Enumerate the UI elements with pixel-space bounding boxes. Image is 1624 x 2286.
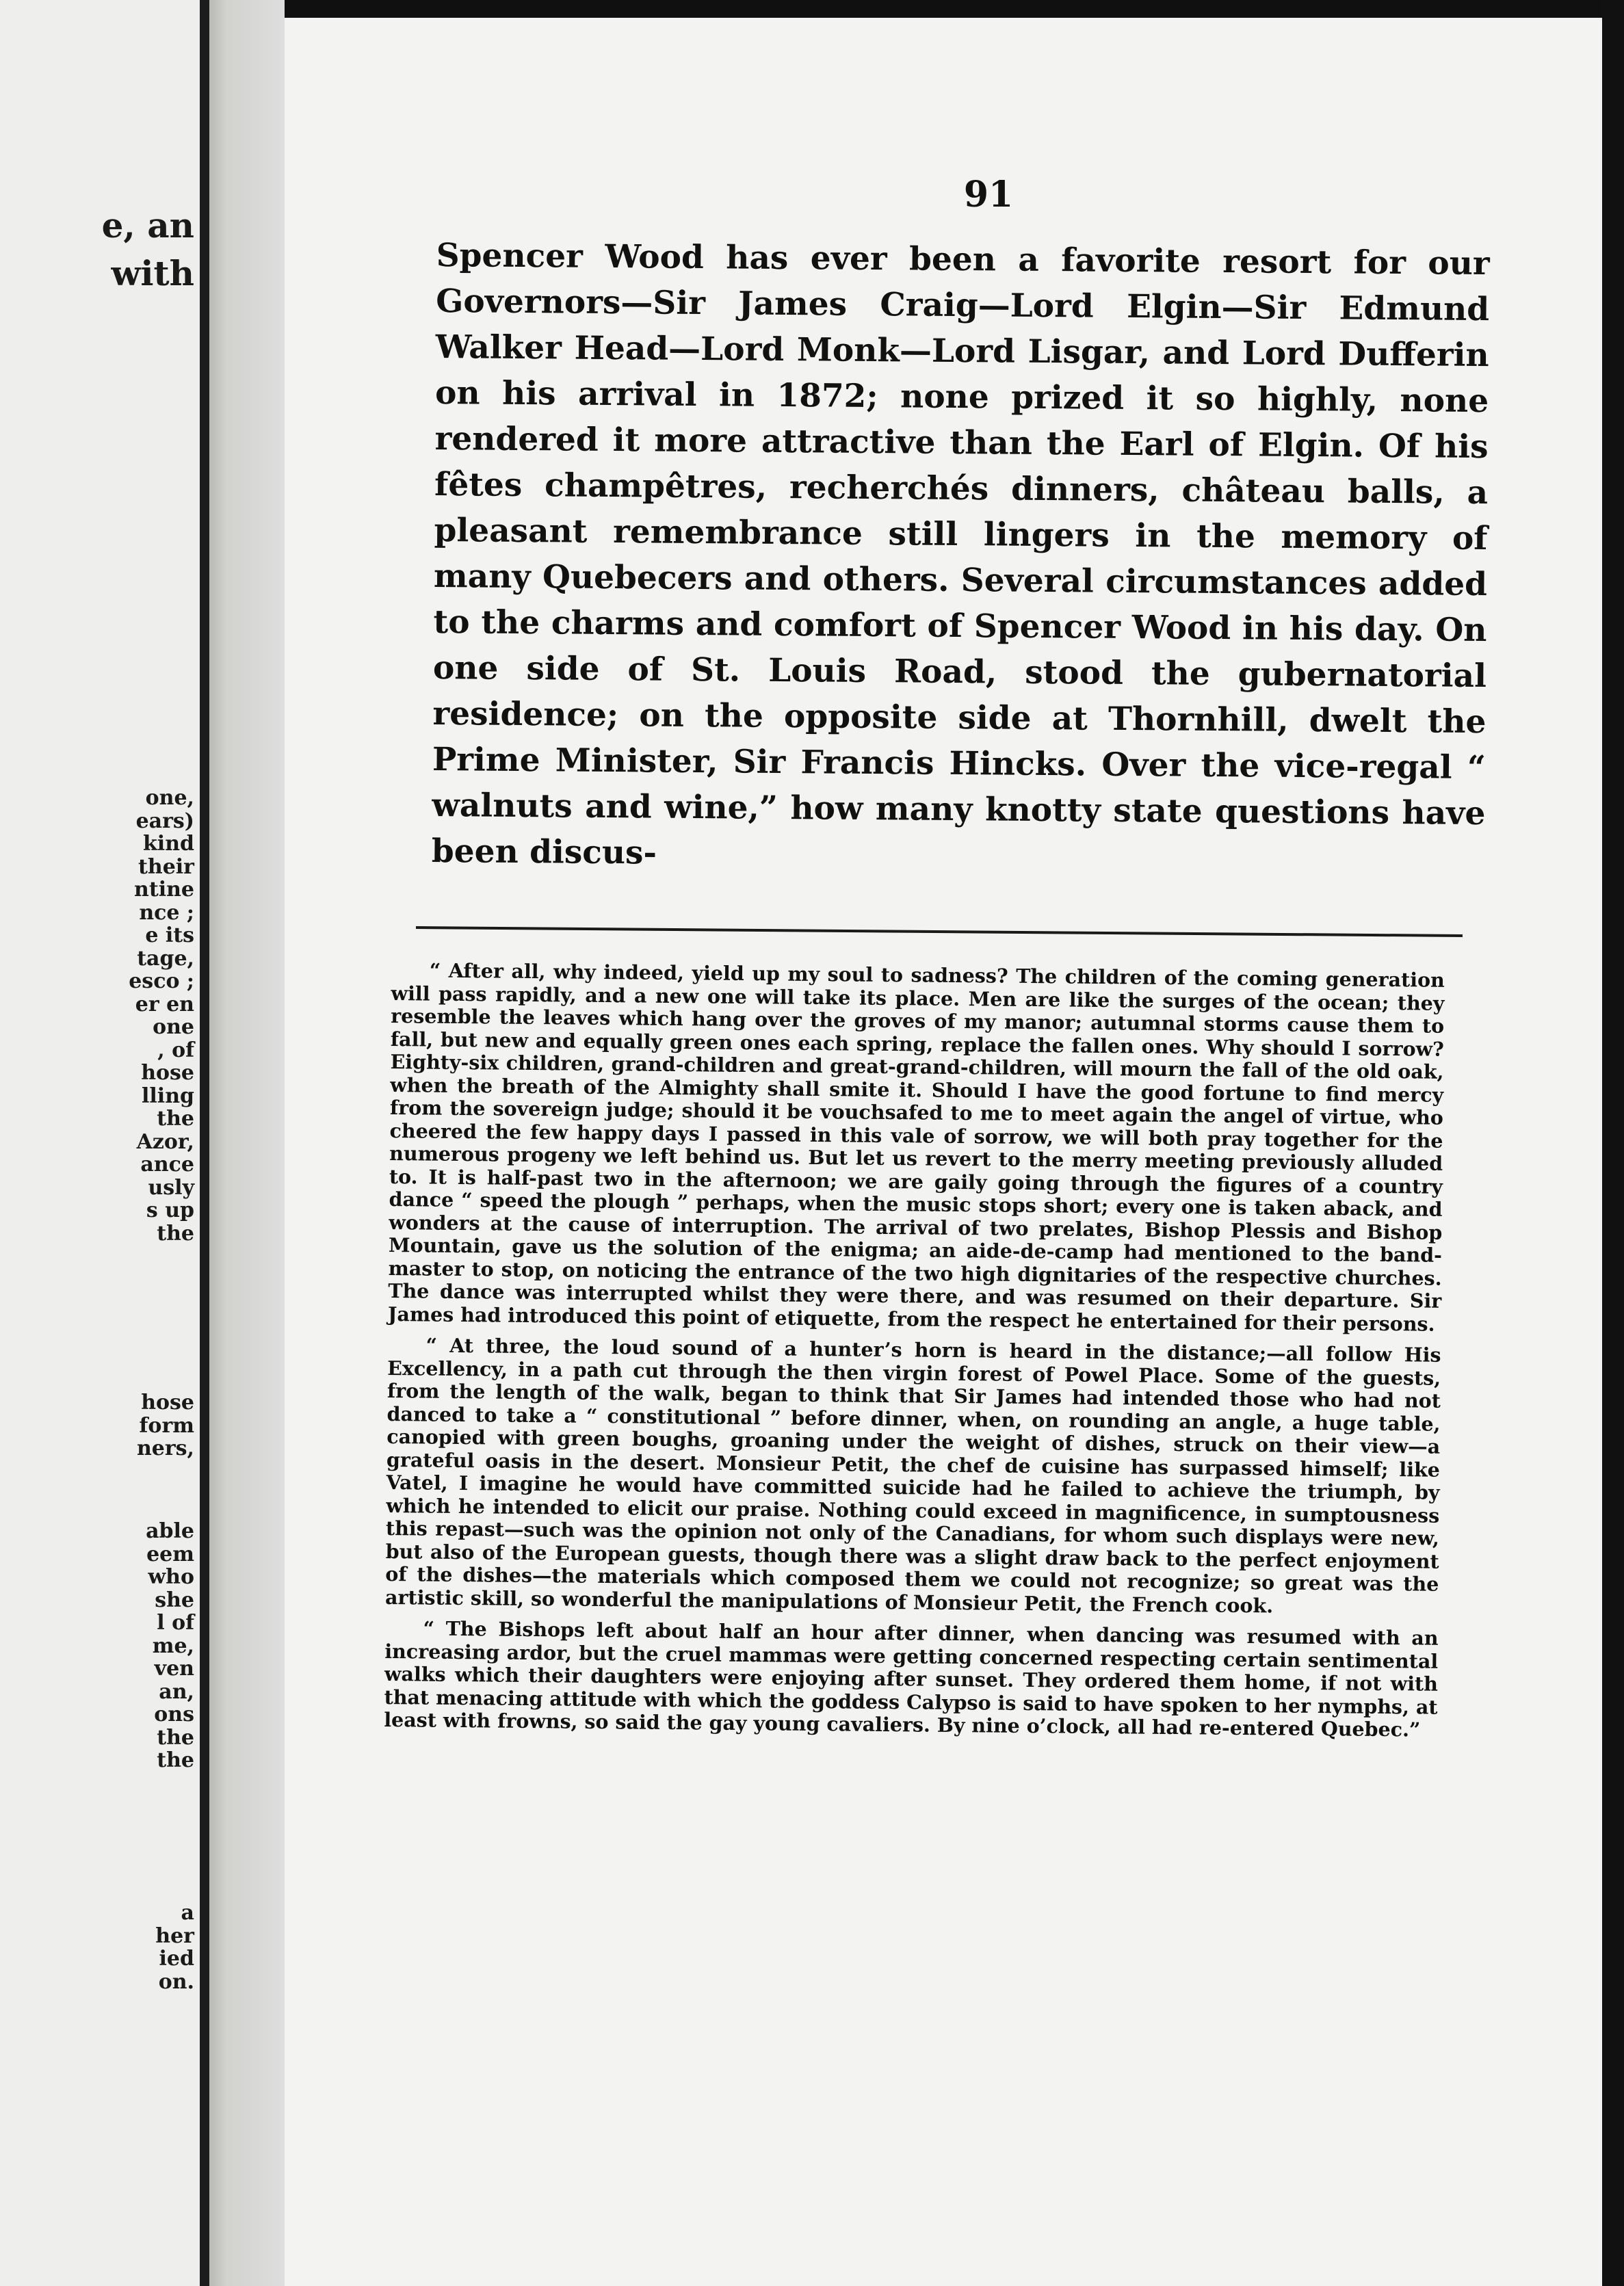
- left-fragment-line: able: [146, 1519, 194, 1543]
- left-fragment-line: the: [157, 1725, 194, 1750]
- left-fragment-line: Azor,: [136, 1129, 194, 1154]
- left-fragment-line: nce ;: [139, 900, 194, 925]
- footnote-paragraph: “ At three, the loud sound of a hunter’s horn is heard in the distance;—all follow His Excellency, in a path cut through the then virgin forest of Powel Place. Some of the guests, from the length of the walk, began to think that Sir James had intended those who had not danced to take a “ constitutional ” before dinner, when, on rounding an angle, a huge table, canopied with green boughs, groaning under the weight of dishes, struck on their view—a grateful oasis in the desert. Monsieur Petit, the chef de cuisine has surpassed himself; like Vatel, I imagine he would have committed suicide had he failed to achieve the triumph, by which he intended to elicit our praise. Nothing could exceed in magnificence, in sumptousness this repast—such was the opinion not only of the Canadians, for whom such displays were new, but also of the European guests, though there was a slight draw back to the perfect enjoyment of the dishes—the materials which composed them we could not recognize; so great was the artistic skill, so wonderful the manipulations of Monsieur Petit, the French cook.: [384, 1333, 1441, 1617]
- left-fragment-line: er en: [135, 992, 194, 1016]
- left-fragment-line: e, an: [101, 205, 194, 246]
- left-fragment-line: hose: [141, 1391, 194, 1415]
- left-fragment-line: a: [181, 1901, 194, 1925]
- left-fragment-line: e its: [145, 923, 194, 947]
- left-fragment-line: on.: [158, 1969, 194, 1994]
- book-gutter: [200, 0, 285, 2286]
- left-fragment-line: me,: [152, 1633, 194, 1658]
- left-fragment-line: one: [153, 1015, 194, 1039]
- left-fragment-line: ons: [154, 1703, 194, 1726]
- left-fragment-line: tage,: [137, 946, 194, 971]
- left-fragment-line: with: [111, 253, 194, 293]
- left-fragment-line: s up: [146, 1198, 194, 1222]
- left-fragment-line: usly: [148, 1175, 194, 1200]
- left-fragment-line: form: [139, 1413, 194, 1438]
- left-fragment-line: an,: [159, 1679, 194, 1704]
- left-fragment-line: their: [138, 854, 194, 879]
- left-fragment-line: l of: [157, 1611, 194, 1635]
- left-fragment-line: ntine: [134, 878, 194, 902]
- page-number: 91: [963, 174, 1014, 215]
- left-fragment-line: ven: [154, 1657, 194, 1681]
- left-fragment-line: ance: [140, 1153, 194, 1177]
- left-fragment-line: hose: [141, 1061, 194, 1085]
- left-fragment-line: kind: [143, 832, 194, 856]
- left-fragment-line: the: [157, 1221, 194, 1246]
- footnotes: [384, 959, 1445, 1742]
- left-fragment-line: one,: [145, 786, 194, 810]
- left-fragment-line: who: [148, 1565, 194, 1589]
- left-fragment-line: the: [157, 1107, 194, 1131]
- left-fragment-line: , of: [157, 1038, 194, 1062]
- left-fragment-line: the: [157, 1748, 194, 1772]
- facing-page-fragment: [0, 0, 200, 2286]
- left-fragment-line: ied: [159, 1947, 194, 1971]
- left-fragment-line: ears): [135, 809, 194, 833]
- left-fragment-line: ners,: [136, 1436, 194, 1460]
- footnote-paragraph: “ The Bishops left about half an hour after dinner, when dancing was resumed with an increasing ardor, but the cruel mammas were getting concerned respecting certain sentimental walks which their daughters were enjoying after sunset. They ordered them home, if not with that menacing attitude with which the goddess Calypso is said to have spoken to her nymphs, at least with frowns, so said the gay young cavaliers. By nine o’clock, all had re-entered Quebec.”: [384, 1616, 1439, 1742]
- left-fragment-line: her: [155, 1923, 194, 1948]
- left-fragment-line: eem: [146, 1542, 194, 1566]
- left-fragment-line: esco ;: [129, 969, 194, 993]
- left-fragment-line: lling: [142, 1083, 194, 1108]
- body-paragraph: Spencer Wood has ever been a favorite resort for our Governors—Sir James Craig—Lord Elgin—Sir Edmund Walker Head—Lord Monk—Lord Lisgar, and Lord Dufferin on his arrival in 1872; none prized it so highly, none rendered it more attractive than the Earl of Elgin. Of his fêtes champêtres, recherchés dinners, château balls, a pleasant remembrance still lingers in the memory of many Quebecers and others. Several circumstances added to the charms and comfort of Spencer Wood in his day. On one side of St. Louis Road, stood the gubernatorial residence; on the opposite side at Thornhill, dwelt the Prime Minister, Sir Francis Hincks. Over the vice-regal “ walnuts and wine,” how many knotty state questions have been discus-: [431, 236, 1490, 872]
- footnote-paragraph: “ After all, why indeed, yield up my soul to sadness? The children of the coming generation will pass rapidly, and a new one will take its place. Men are like the surges of the ocean; they resemble the leaves which hang over the groves of my manor; autumnal storms cause them to fall, but new and equally green ones each spring, replace the fallen ones. Why should I sorrow? Eighty-six children, grand-children and great-grand-children, will mourn the fall of the old oak, when the breath of the Almighty shall smite it. Should I have the good fortune to find mercy from the sovereign judge; should it be vouchsafed to me to meet again the angel of virtue, who cheered the few happy days I passed in this vale of sorrow, we will both pray together for the numerous progeny we left behind us. But let us revert to the merry meeting previously alluded to. It is half-past two in the afternoon; we are gaily going through the figures of a country dance “ speed the plough ” perhaps, when the music stops short; every one is taken aback, and wonders at the cause of interruption. The arrival of two prelates, Bishop Plessis and Bishop Mountain, gave us the solution of the enigma; an aide-de-camp had mentioned to the band-master to stop, on noticing the entrance of the two high dignitaries of the respective churches. The dance was interrupted whilst they were there, and was resumed on their departure. Sir James had introduced this point of etiquette, from the respect he entertained for their persons.: [387, 958, 1445, 1336]
- scan-right-border: [1602, 0, 1624, 2286]
- left-fragment-line: she: [155, 1588, 194, 1612]
